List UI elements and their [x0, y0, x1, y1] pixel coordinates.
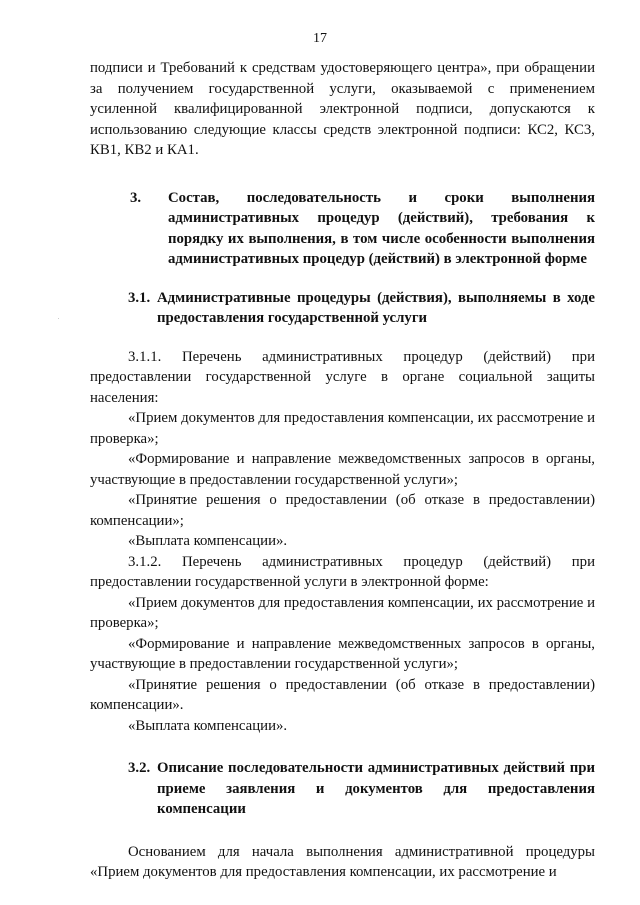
section-3-heading — [130, 188, 595, 270]
page-number: 17 — [313, 31, 327, 46]
list-item: «Прием документов для предоставления компенсации, их рассмотрение и проверка»; — [90, 594, 595, 631]
scan-mark — [58, 318, 59, 319]
section-3-number: 3. — [130, 189, 142, 206]
list-3-1-2-lead: 3.1.2. Перечень административных процедур (действий) при предоставлении государственной услуги в электронной форме: — [90, 553, 595, 590]
list-item: «Формирование и направление межведомственных запросов в органы, участвующие в предоставлении государственной услуги»; — [90, 635, 595, 672]
list-item: «Выплата компенсации». — [128, 533, 288, 549]
list-item: «Принятие решения о предоставлении (об отказе в предоставлении) компенсации». — [90, 676, 595, 713]
list-item: «Формирование и направление межведомственных запросов в органы, участвующие в предоставлении государственной услуги»; — [90, 451, 595, 488]
intro-paragraph: подписи и Требований к средствам удостоверяющего центра», при обращении за получением государственной услуги, оказываемой с применением усиленной квалифицированной электронной подписи, допускаются к использованию следующие классы средств электронной подписи: КС2, КС3, КВ1, КВ2 и КА1. — [90, 60, 595, 158]
document-body — [90, 58, 595, 883]
section-3-1-title: Административные процедуры (действия), выполняемы в ходе предоставления государственной услуги — [157, 289, 595, 326]
section-3-title: Состав, последовательность и сроки выполнения административных процедур (действий), требования к порядку их выполнения, в том числе особенности выполнения административных процедур (действий) в электронной форме — [168, 189, 595, 267]
list-item: «Принятие решения о предоставлении (об отказе в предоставлении) компенсации»; — [90, 492, 595, 529]
closing-paragraph: Основанием для начала выполнения административной процедуры «Прием документов для предоставления компенсации, их рассмотрение и — [90, 843, 595, 880]
section-3-2-title: Описание последовательности административных действий при приеме заявления и документов для предоставления компенсации — [157, 760, 595, 817]
section-3-2-number: 3.2. — [128, 760, 151, 776]
section-3-1-number: 3.1. — [128, 289, 151, 306]
section-3-2-heading — [128, 758, 595, 820]
list-3-1-1-lead: 3.1.1. Перечень административных процедур (действий) при предоставлении государственной услуге в органе социальной защиты населения: — [90, 348, 595, 406]
list-item: «Выплата компенсации». — [128, 717, 288, 734]
list-item: «Прием документов для предоставления компенсации, их рассмотрение и проверка»; — [90, 410, 595, 447]
section-3-1-heading — [128, 288, 595, 329]
